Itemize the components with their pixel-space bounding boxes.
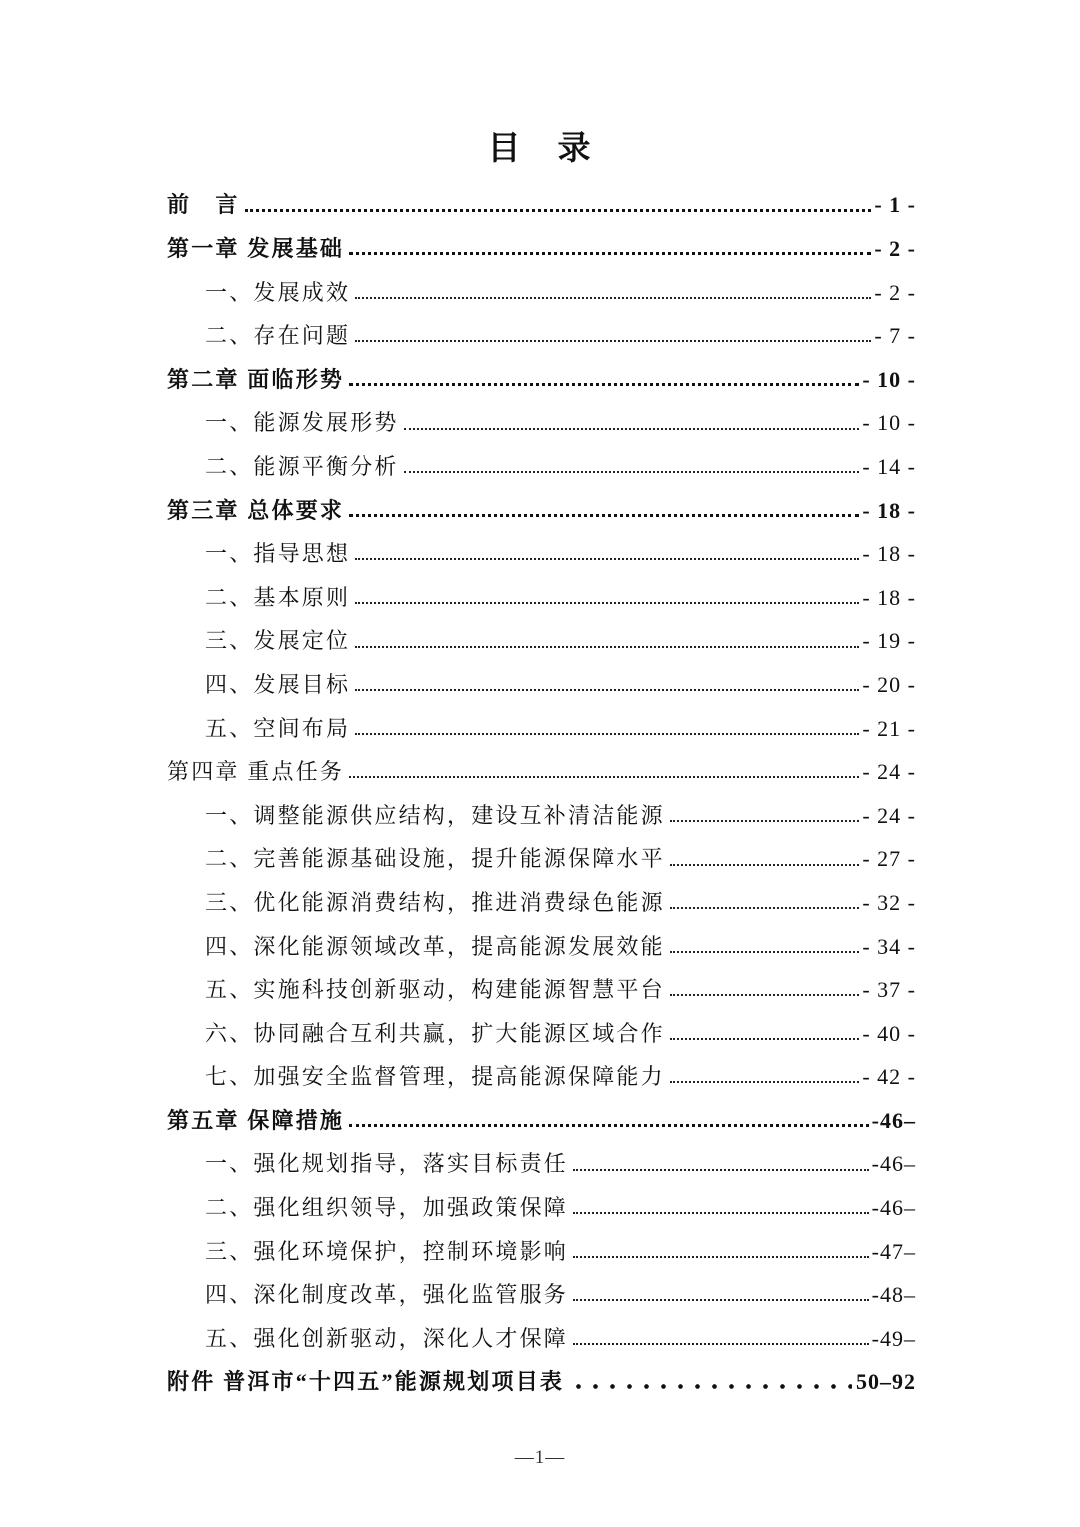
toc-entry-page: - 10 - (862, 366, 916, 392)
toc-entry[interactable] (167, 351, 916, 395)
toc-entry-page: - 40 - (862, 1020, 916, 1046)
dot-leader (349, 514, 859, 517)
dot-leader (570, 1383, 852, 1390)
dot-leader (670, 994, 860, 996)
toc-entry-page: - 37 - (862, 977, 916, 1003)
dot-leader (670, 820, 860, 822)
dot-leader (573, 1169, 869, 1171)
toc-entry[interactable] (167, 831, 916, 875)
toc-entry-label: 第四章 重点任务 (167, 759, 345, 785)
dot-leader (355, 297, 871, 299)
toc-entry-label: 一、指导思想 (205, 541, 351, 567)
toc-entry-page: - 24 - (862, 802, 916, 828)
toc-entry-page: - 7 - (874, 323, 916, 349)
toc-entry-page: - 18 - (862, 584, 916, 610)
dot-leader (245, 209, 872, 212)
dot-leader (404, 428, 860, 430)
toc-entry[interactable] (167, 1005, 916, 1049)
toc-entry-label: 一、强化规划指导，落实目标责任 (205, 1151, 569, 1177)
toc-entry[interactable] (167, 962, 916, 1006)
toc-entry-label: 五、空间布局 (205, 715, 351, 741)
dot-leader (670, 951, 860, 953)
toc-entry[interactable] (167, 482, 916, 526)
dot-leader (349, 776, 859, 778)
toc-entry-label: 二、完善能源基础设施，提升能源保障水平 (205, 846, 665, 872)
toc-entry-label: 四、发展目标 (205, 671, 351, 697)
toc-entry-page: -47– (871, 1238, 916, 1264)
toc-entry-label: 四、深化能源领域改革，提高能源发展效能 (205, 933, 665, 959)
dot-leader (349, 383, 859, 386)
toc-entry-label: 六、协同融合互利共赢，扩大能源区域合作 (205, 1020, 665, 1046)
toc-entry[interactable] (167, 613, 916, 657)
toc-entry[interactable] (167, 700, 916, 744)
toc-entry[interactable] (167, 1136, 916, 1180)
toc-entry-label: 三、强化环境保护，控制环境影响 (205, 1238, 569, 1264)
toc-entry-label: 七、加强安全监督管理，提高能源保障能力 (205, 1064, 665, 1090)
dot-leader (404, 471, 860, 473)
toc-entry-page: - 34 - (862, 933, 916, 959)
toc-entry[interactable] (167, 177, 916, 221)
toc-entry[interactable] (167, 1310, 916, 1354)
toc-entry-label: 一、能源发展形势 (205, 410, 399, 436)
dot-leader (355, 646, 859, 648)
toc-entry-label: 一、调整能源供应结构，建设互补清洁能源 (205, 802, 665, 828)
dot-leader (355, 558, 859, 560)
toc-entry-page: - 2 - (874, 236, 916, 261)
toc-entry[interactable] (167, 1267, 916, 1311)
toc-entry-label: 五、强化创新驱动，深化人才保障 (205, 1325, 569, 1351)
toc-entry[interactable] (167, 1180, 916, 1224)
dot-leader (670, 864, 860, 866)
dot-leader (355, 733, 859, 735)
toc-entry-label: 二、强化组织领导，加强政策保障 (205, 1195, 569, 1221)
toc-entry-appendix[interactable] (167, 1354, 916, 1398)
toc-entry-page: -46– (871, 1107, 916, 1133)
toc-entry-label: 四、深化制度改革，强化监管服务 (205, 1282, 569, 1308)
toc-entry[interactable] (167, 264, 916, 308)
toc-entry-page: - 20 - (862, 671, 916, 697)
dot-leader (349, 252, 871, 255)
toc-entry[interactable] (167, 439, 916, 483)
toc-entry[interactable] (167, 569, 916, 613)
dot-leader (670, 1081, 860, 1083)
dot-leader (349, 1124, 869, 1127)
toc-entry-label: 二、存在问题 (205, 323, 351, 349)
toc-entry[interactable] (167, 395, 916, 439)
toc-entry-label: 第三章 总体要求 (167, 497, 345, 523)
toc-entry-page: -49– (871, 1325, 916, 1351)
toc-entry-page: - 32 - (862, 889, 916, 915)
toc-entry-page: -46– (871, 1195, 916, 1221)
toc-entry[interactable] (167, 1049, 916, 1093)
dot-leader (573, 1299, 869, 1301)
dot-leader (670, 1038, 860, 1040)
toc-entry[interactable] (167, 308, 916, 352)
dot-leader (670, 907, 860, 909)
toc-entry-page: - 27 - (862, 846, 916, 872)
toc-entry-page: - 19 - (862, 628, 916, 654)
toc-entry[interactable] (167, 787, 916, 831)
page-title: 目 录 (487, 131, 593, 167)
toc-entry-label: 第一章 发展基础 (167, 236, 345, 261)
toc-entry-label: 前 言 (167, 192, 240, 218)
toc-entry-label: 二、能源平衡分析 (205, 453, 399, 479)
toc-entry-label: 五、实施科技创新驱动，构建能源智慧平台 (205, 977, 665, 1003)
toc-entry-label: 三、发展定位 (205, 628, 351, 654)
toc-entry-page: - 18 - (862, 497, 916, 523)
toc-entry-page: - 24 - (862, 759, 916, 785)
toc-entry[interactable] (167, 657, 916, 701)
toc-entry[interactable] (167, 744, 916, 788)
dot-leader (355, 602, 859, 604)
toc-entry[interactable] (167, 1223, 916, 1267)
toc-entry-page: -46– (871, 1151, 916, 1177)
toc-entry-label: 第二章 面临形势 (167, 366, 345, 392)
toc-entry[interactable] (167, 918, 916, 962)
toc-entry[interactable] (167, 1092, 916, 1136)
dot-leader (355, 340, 871, 342)
toc-entry-page: 50–92 (856, 1369, 916, 1395)
toc-entry-label: 二、基本原则 (205, 584, 351, 610)
toc-entry-label: 三、优化能源消费结构，推进消费绿色能源 (205, 889, 665, 915)
toc-entry-label: 第五章 保障措施 (167, 1107, 345, 1133)
toc-entry-page: - 1 - (874, 192, 916, 218)
toc-entry-page: -48– (871, 1282, 916, 1308)
toc-entry-page: - 10 - (862, 410, 916, 436)
toc-entry[interactable] (167, 526, 916, 570)
page-number-footer: —1— (514, 1447, 566, 1468)
toc-entry[interactable] (167, 875, 916, 919)
dot-leader (355, 689, 859, 691)
dot-leader (573, 1212, 869, 1214)
toc-entry-page: - 2 - (874, 279, 916, 305)
toc-entry-page: - 18 - (862, 541, 916, 567)
toc-entry-page: - 42 - (862, 1064, 916, 1090)
toc-entry-page: - 14 - (862, 453, 916, 479)
table-of-contents (167, 177, 916, 1398)
dot-leader (573, 1256, 869, 1258)
toc-entry-label: 一、发展成效 (205, 279, 351, 305)
toc-entry-page: - 21 - (862, 715, 916, 741)
toc-entry-label: 附件 普洱市“十四五”能源规划项目表 (167, 1369, 565, 1395)
dot-leader (573, 1343, 869, 1345)
toc-entry[interactable] (167, 221, 916, 265)
